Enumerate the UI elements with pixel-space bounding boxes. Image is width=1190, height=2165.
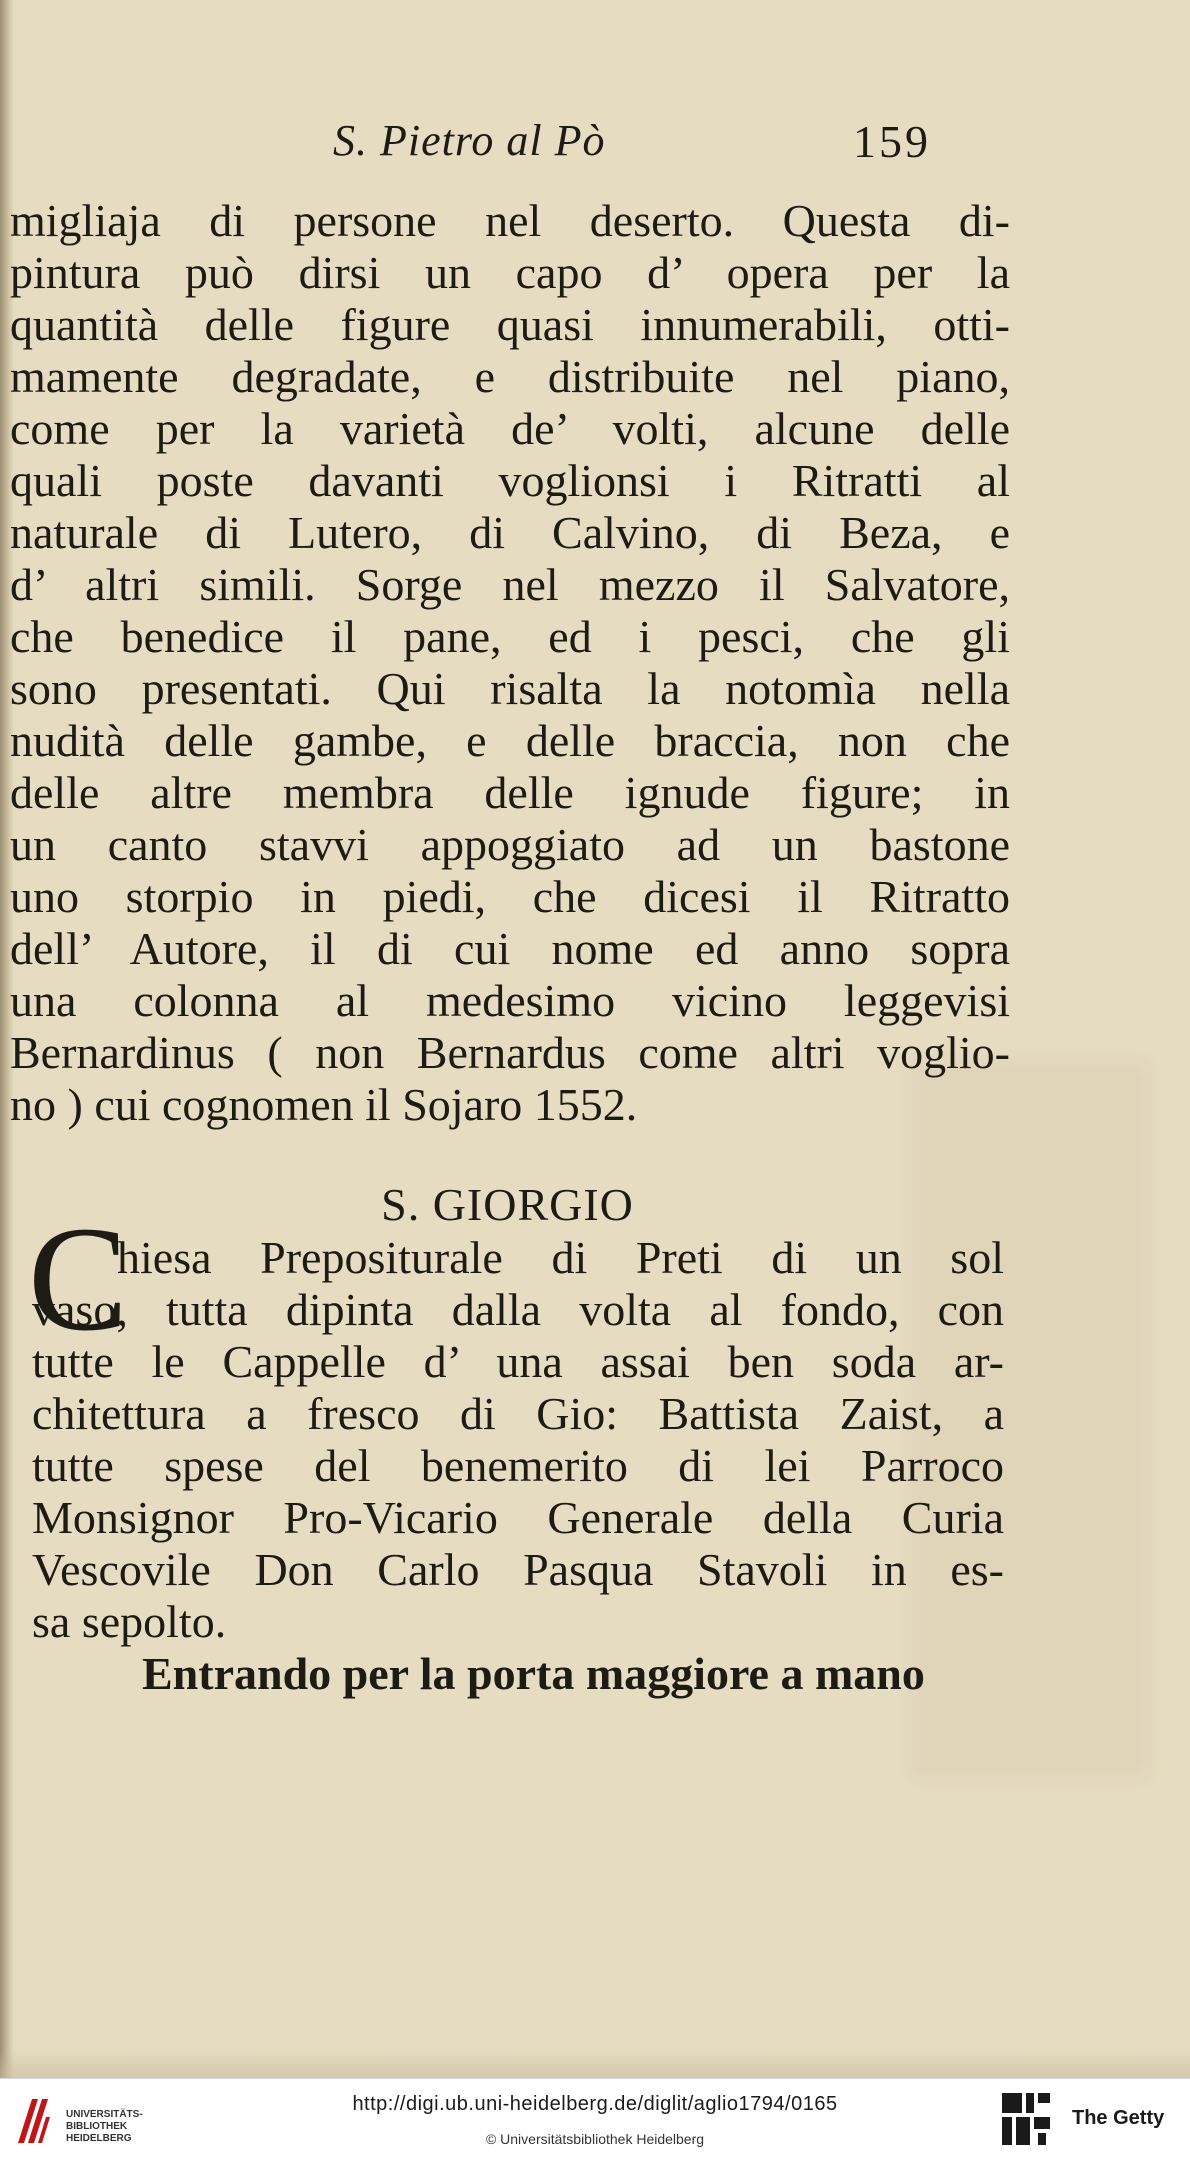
text-line: come per la varietà de’ volti, alcune delle	[10, 403, 1010, 454]
text-line: hiesa Prepositurale di Preti di un sol	[117, 1232, 1004, 1283]
running-head	[0, 115, 1190, 175]
copyright-notice: © Universitätsbibliothek Heidelberg	[485, 2131, 705, 2147]
source-url-link[interactable]: http://digi.ub.uni-heidelberg.de/diglit/aglio1794/0165	[352, 2093, 838, 2115]
text-line: mamente degradate, e distribuite nel piano,	[10, 351, 1010, 402]
text-line: chitettura a fresco di Gio: Battista Zaist, a	[32, 1388, 1004, 1439]
section-heading: S. GIORGIO	[381, 1179, 634, 1230]
text-line: d’ altri simili. Sorge nel mezzo il Salvatore,	[10, 559, 1010, 610]
text-line: no ) cui cognomen il Sojaro 1552.	[10, 1079, 638, 1130]
text-line: tutte spese del benemerito di lei Parroco	[32, 1440, 1004, 1491]
text-line: Bernardinus ( non Bernardus come altri voglio-	[10, 1027, 1010, 1078]
text-line: delle altre membra delle ignude figure; in	[10, 767, 1010, 818]
text-line: Monsignor Pro-Vicario Generale della Curia	[32, 1492, 1004, 1543]
text-line: sa sepolto.	[32, 1596, 227, 1647]
running-title: S. Pietro al Pò	[333, 116, 606, 165]
text-line: un canto stavvi appoggiato ad un bastone	[10, 819, 1010, 870]
text-line: Vescovile Don Carlo Pasqua Stavoli in es-	[32, 1544, 1004, 1595]
getty-logo-icon[interactable]	[1000, 2091, 1052, 2149]
text-line: che benedice il pane, ed i pesci, che gli	[10, 611, 1010, 662]
text-line: uno storpio in piedi, che dicesi il Ritratto	[10, 871, 1010, 922]
paragraph-2	[32, 1232, 1004, 1700]
footer-bar	[0, 2078, 1190, 2165]
text-line: naturale di Lutero, di Calvino, di Beza, e	[10, 507, 1010, 558]
text-line: quali poste davanti voglionsi i Ritratti al	[10, 455, 1010, 506]
text-line: nudità delle gambe, e delle braccia, non che	[10, 715, 1010, 766]
page-number: 159	[853, 116, 931, 167]
text-line: quantità delle figure quasi innumerabili, otti-	[10, 299, 1010, 350]
text-line: Entrando per la porta maggiore a mano	[142, 1648, 925, 1699]
text-line: vaso, tutta dipinta dalla volta al fondo, con	[32, 1284, 1004, 1335]
getty-label[interactable]: The Getty	[1072, 2107, 1165, 2129]
uni-heidelberg-logo-text: UNIVERSITÄTS- BIBLIOTHEK HEIDELBERG	[66, 2109, 143, 2144]
text-line: migliaja di persone nel deserto. Questa di-	[10, 195, 1010, 246]
text-line: tutte le Cappelle d’ una assai ben soda ar-	[32, 1336, 1004, 1387]
text-line: dell’ Autore, il di cui nome ed anno sopra	[10, 923, 1010, 974]
text-line: pintura può dirsi un capo d’ opera per la	[10, 247, 1010, 298]
paragraph-1	[10, 195, 1010, 1131]
getty-logo-mark	[1000, 2091, 1052, 2149]
drop-cap: C	[28, 1196, 129, 1362]
text-line: sono presentati. Qui risalta la notomìa nella	[10, 663, 1010, 714]
page-bottom-shadow	[0, 2048, 1190, 2078]
text-line: una colonna al medesimo vicino leggevisi	[10, 975, 1010, 1026]
